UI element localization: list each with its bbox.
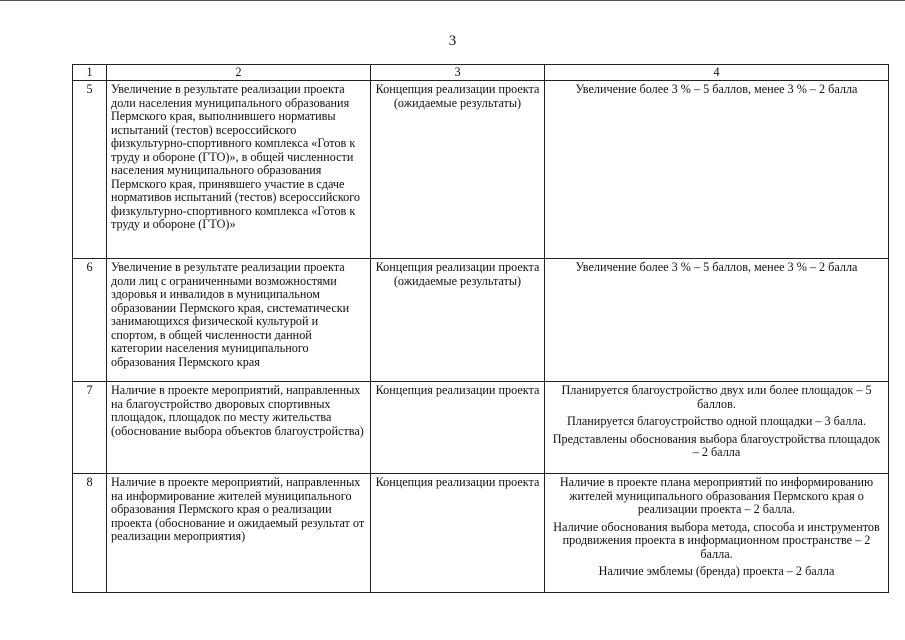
row-number: 7 — [73, 382, 107, 474]
scoring-line: Наличие в проекте плана мероприятий по информированию жителей муниципального образования Пермского края о реализации проекта – 2 балла. — [559, 475, 874, 516]
criterion-text: Увеличение в результате реализации проекта доли лиц с ограниченными возможностями здоровья и инвалидов в муниципальном образовании Пермского края, систематически занимающихся физической культурой и спортом, в общей численности данной категории населения муниципального образования Пермского края — [107, 259, 371, 382]
source-document: Концепция реализации проекта (ожидаемые результаты) — [371, 81, 545, 259]
column-header-criterion: 2 — [107, 65, 371, 81]
scoring-line: Увеличение более 3 % – 5 баллов, менее 3 % – 2 балла — [575, 82, 858, 96]
scoring-cell — [545, 259, 889, 382]
source-document: Концепция реализации проекта — [371, 382, 545, 474]
page-number: 3 — [448, 33, 457, 49]
scoring-line: Наличие эмблемы (бренда) проекта – 2 балла — [598, 564, 835, 578]
scoring-cell — [545, 81, 889, 259]
table-header-row — [73, 65, 889, 81]
scoring-cell — [545, 382, 889, 474]
row-number: 6 — [73, 259, 107, 382]
table-row — [73, 382, 889, 474]
column-header-source: 3 — [371, 65, 545, 81]
source-document: Концепция реализации проекта (ожидаемые результаты) — [371, 259, 545, 382]
scoring-line: Наличие обоснования выбора метода, способа и инструментов продвижения проекта в информационном пространстве – 2 балла. — [553, 519, 880, 561]
column-header-number: 1 — [73, 65, 107, 81]
scoring-line: Планируется благоустройство одной площадки – 3 балла. — [566, 414, 867, 428]
criterion-text: Увеличение в результате реализации проекта доли населения муниципального образования Пермского края, выполнившего нормативы испытаний (тестов) всероссийского физкультурно-спортивного комплекса «Готов к труду и обороне (ГТО)», в общей численности населения муниципального образования Пермского края, принявшего участие в сдаче нормативов испытаний (тестов) всероссийского физкультурно-спортивного комплекса «Готов к труду и обороне (ГТО)» — [107, 81, 371, 259]
table-row — [73, 259, 889, 382]
table-row — [73, 81, 889, 259]
row-number: 5 — [73, 81, 107, 259]
scoring-line: Представлены обоснования выбора благоустройства площадок – 2 балла — [552, 431, 881, 459]
scoring-cell — [545, 474, 889, 593]
column-header-scoring: 4 — [545, 65, 889, 81]
criteria-table — [72, 64, 889, 593]
scoring-line: Увеличение более 3 % – 5 баллов, менее 3 % – 2 балла — [575, 260, 858, 274]
top-rule — [0, 0, 905, 1]
scoring-line: Планируется благоустройство двух или более площадок – 5 баллов. — [561, 383, 872, 411]
table-row — [73, 474, 889, 593]
source-document: Концепция реализации проекта — [371, 474, 545, 593]
criterion-text: Наличие в проекте мероприятий, направленных на благоустройство дворовых спортивных площадок, площадок по месту жительства (обоснование выбора объектов благоустройства) — [107, 382, 371, 474]
row-number: 8 — [73, 474, 107, 593]
criterion-text: Наличие в проекте мероприятий, направленных на информирование жителей муниципального образования Пермского края о реализации проекта (обоснование и ожидаемый результат от реализации мероприятия) — [107, 474, 371, 593]
